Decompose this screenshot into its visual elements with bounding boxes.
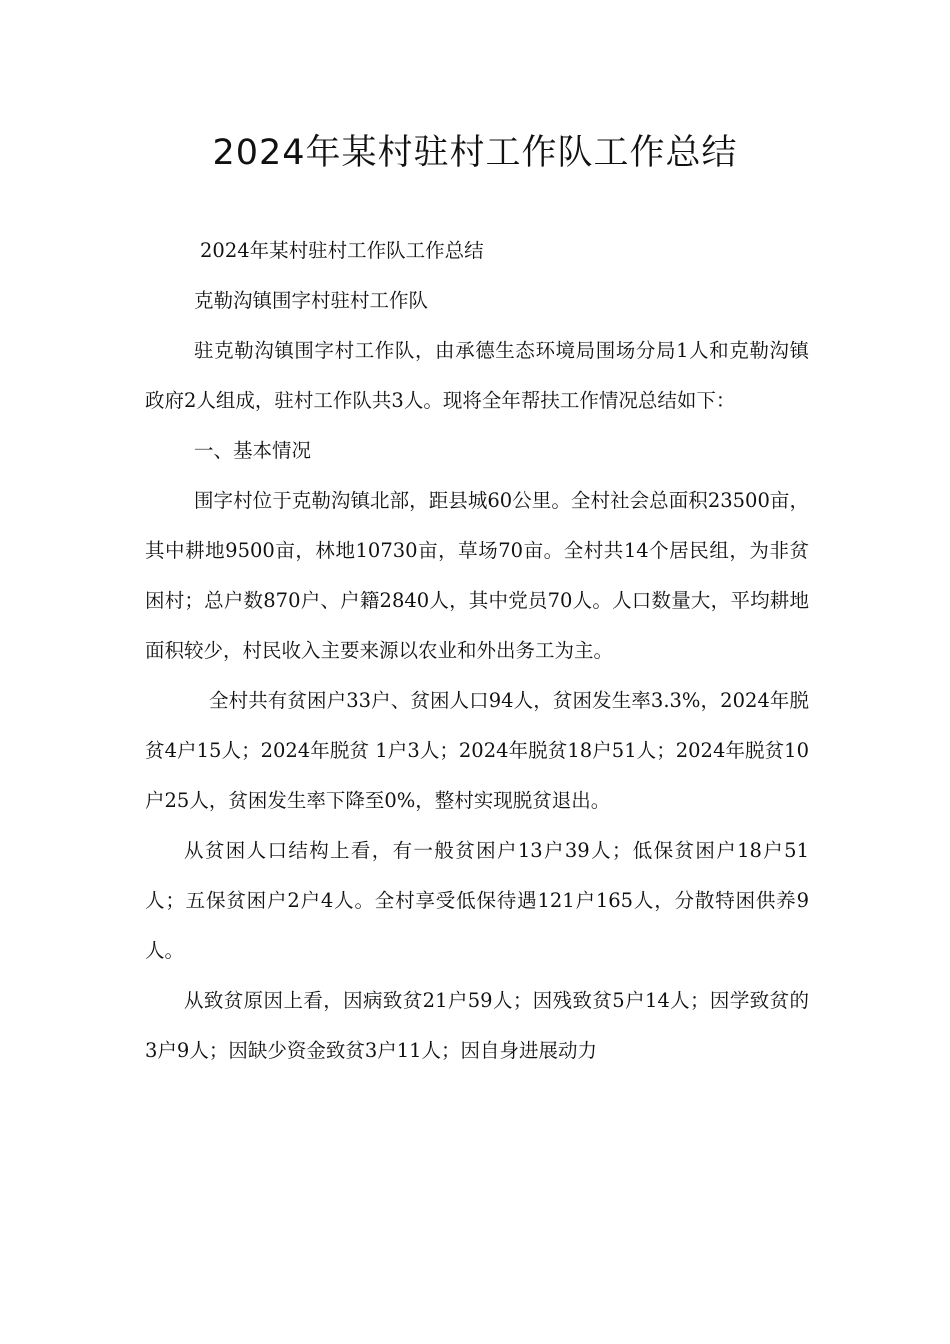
population-structure-paragraph: 从贫困人口结构上看，有一般贫困户13户39人；低保贫困户18户51人；五保贫困户2户4人。全村享受低保待遇121户165人，分散特困供养9人。 bbox=[145, 839, 809, 962]
poverty-stats-paragraph: 全村共有贫困户33户、贫困人口94人，贫困发生率3.3%，2024年脱贫4户15人；2024年脱贫 1户3人；2024年脱贫18户51人；2024年脱贫10户25人，贫困发生率下降至0%，整村实现脱贫退出。 bbox=[145, 689, 809, 812]
intro-paragraph: 驻克勒沟镇围字村工作队，由承德生态环境局围场分局1人和克勒沟镇政府2人组成，驻村工作队共3人。现将全年帮扶工作情况总结如下： bbox=[145, 339, 809, 412]
document-body bbox=[145, 226, 809, 1076]
basic-info-paragraph: 围字村位于克勒沟镇北部，距县城60公里。全村社会总面积23500亩，其中耕地9500亩，林地10730亩，草场70亩。全村共14个居民组，为非贫困村；总户数870户、户籍2840人，其中党员70人。人口数量大，平均耕地面积较少，村民收入主要来源以农业和外出务工为主。 bbox=[145, 489, 809, 662]
section-heading: 一、基本情况 bbox=[194, 439, 312, 462]
document-title: 2024年某村驻村工作队工作总结 bbox=[212, 133, 738, 173]
team-name-paragraph: 克勒沟镇围字村驻村工作队 bbox=[194, 289, 429, 312]
subtitle-paragraph: 2024年某村驻村工作队工作总结 bbox=[200, 239, 484, 262]
poverty-causes-paragraph: 从致贫原因上看，因病致贫21户59人；因残致贫5户14人；因学致贫的3户9人；因缺少资金致贫3户11人；因自身进展动力 bbox=[145, 989, 809, 1062]
